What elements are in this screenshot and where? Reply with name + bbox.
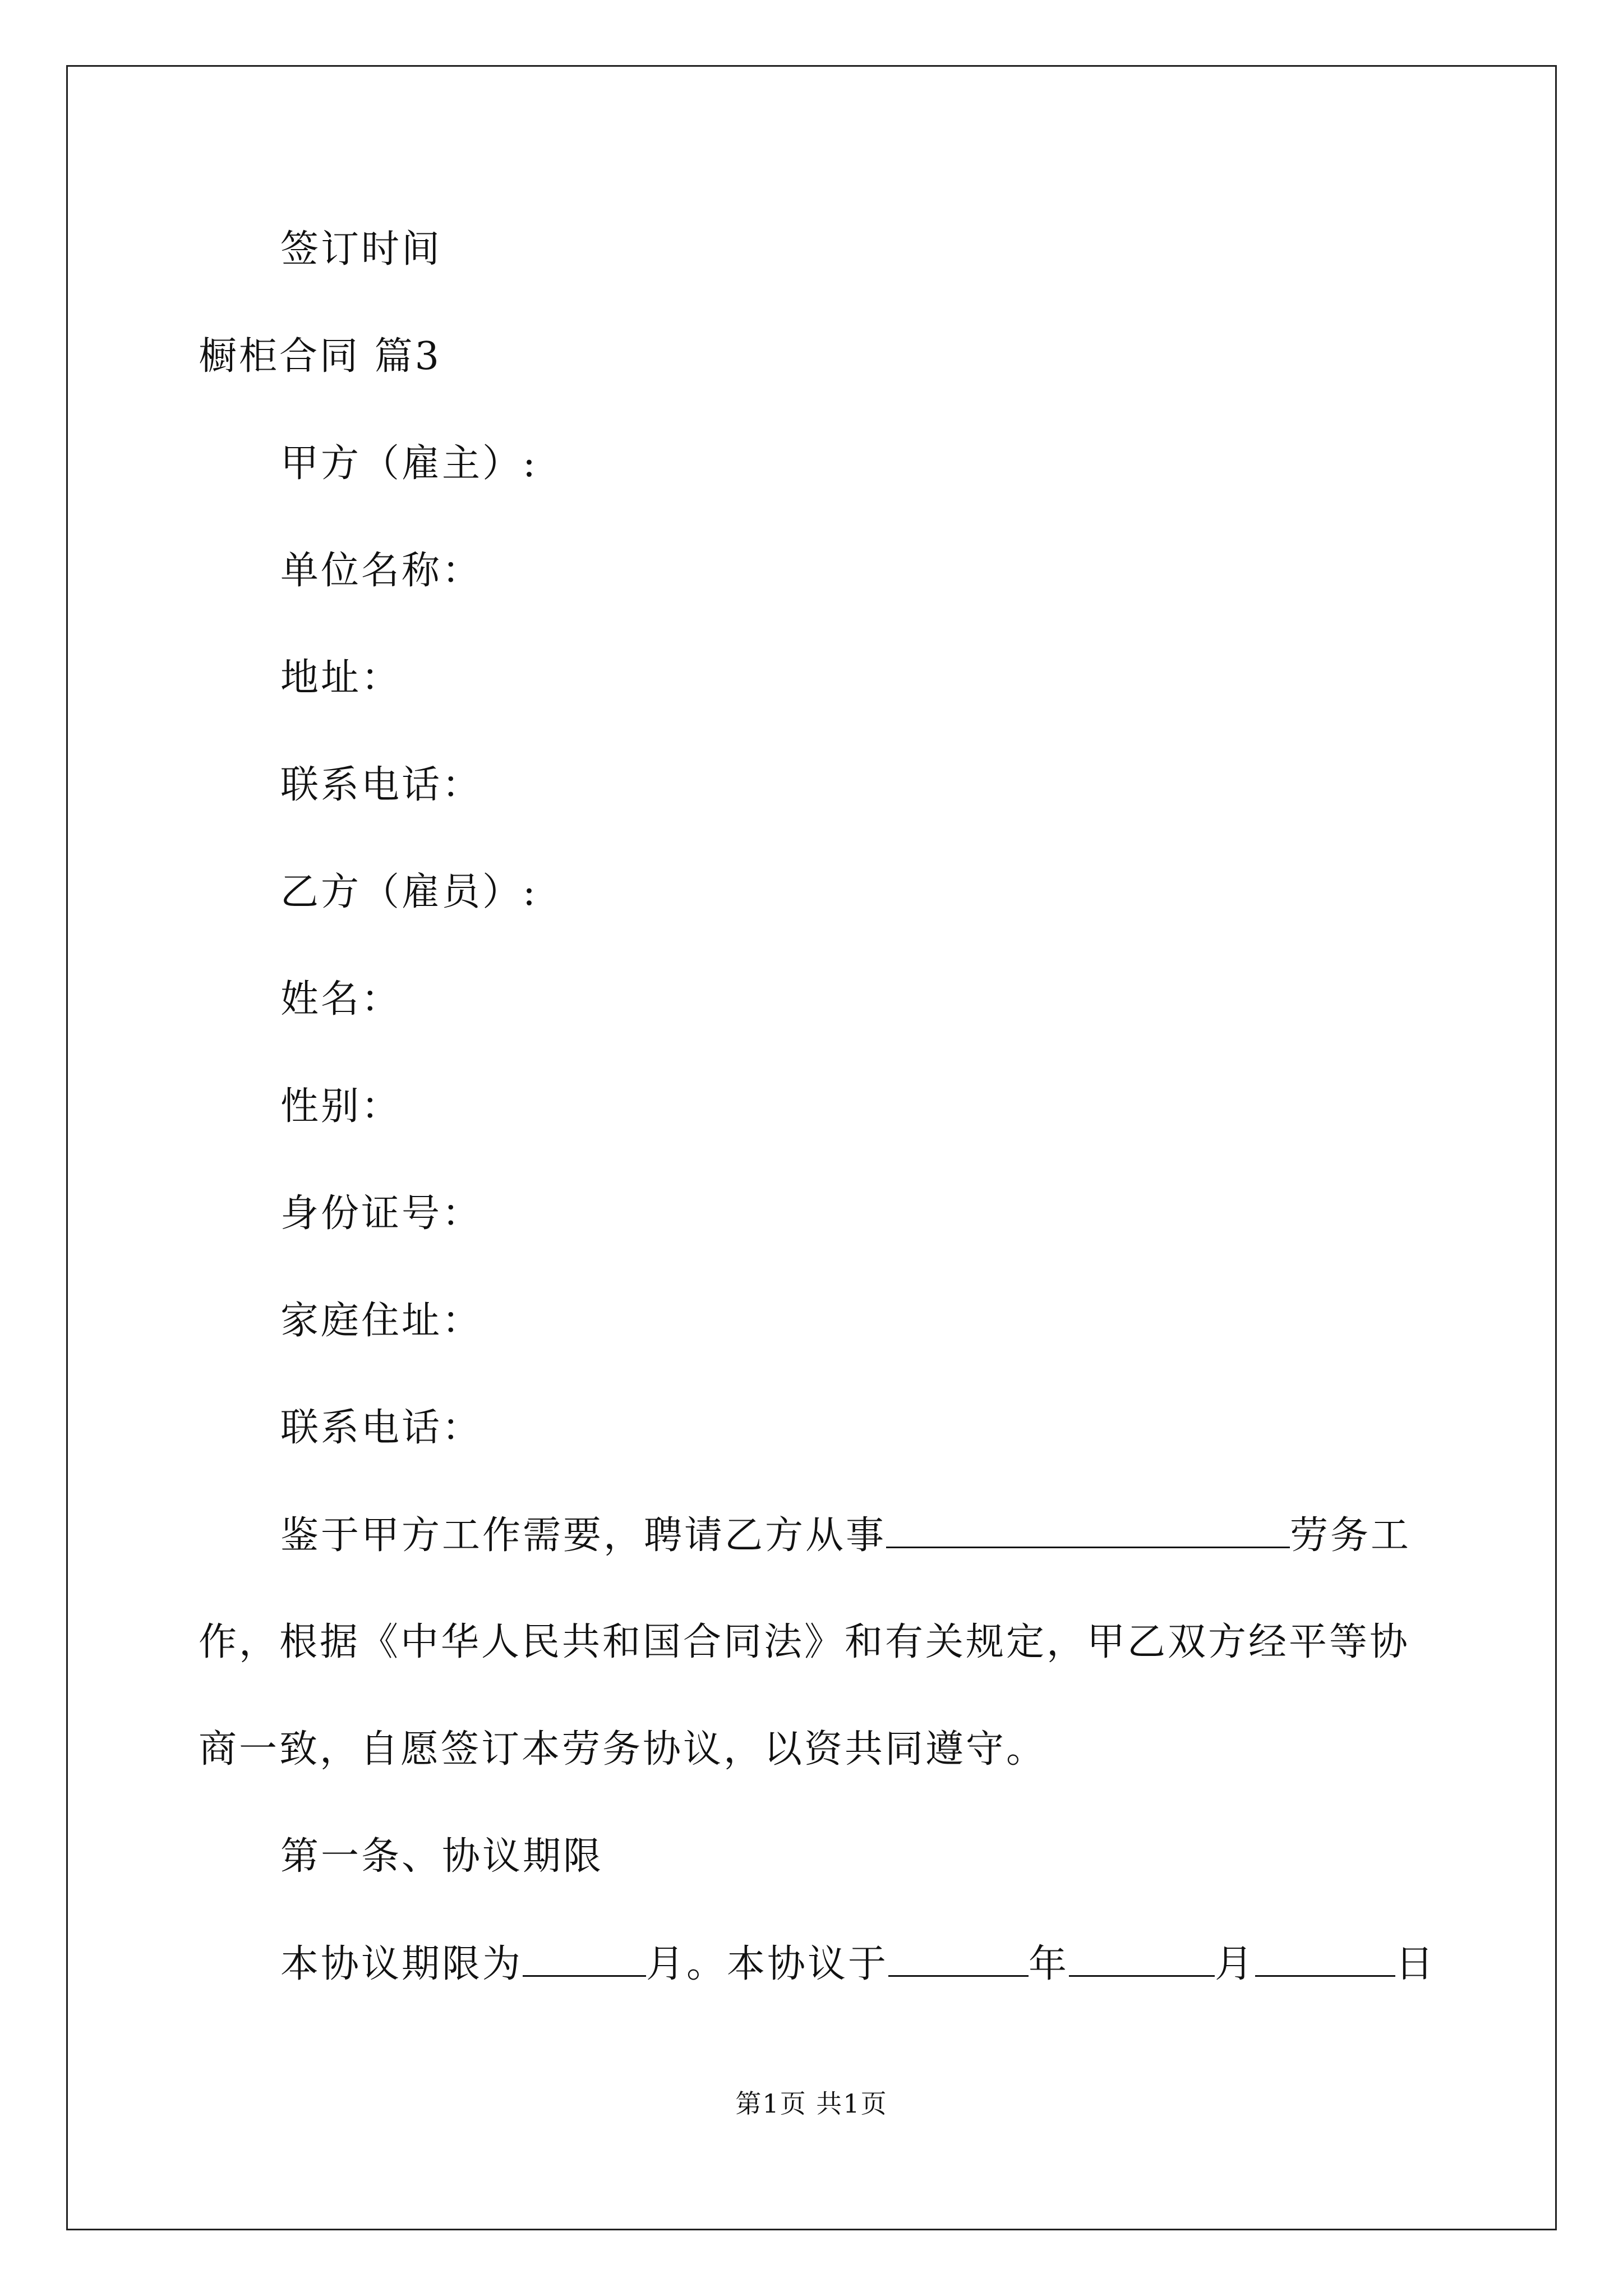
party-b-label: 乙方（雇员）: [280,870,538,914]
term-months-blank [523,1941,646,1977]
party-a-label: 甲方（雇主）: [280,441,538,486]
name-label: 姓名： [280,977,402,1022]
phone-a-label: 联系电话： [280,763,483,807]
preamble-text-1: 鉴于甲方工作需要，聘请乙方从事 [280,1513,887,1558]
article-1-text [280,1941,1436,1987]
unit-name-label: 单位名称： [280,549,483,593]
sign-time-label: 签订时间 [280,227,442,272]
term-text-2: 月。本协议于 [646,1942,889,1986]
term-text-5: 日 [1395,1942,1436,1986]
preamble-line-3: 商一致，自愿签订本劳务协议，以资共同遵守。 [199,1727,1047,1772]
term-text-1: 本协议期限为 [280,1942,523,1986]
gender-label: 性别： [280,1084,402,1129]
page-border [66,65,1557,2230]
month-blank [1069,1941,1215,1977]
page-footer: 第1页 共1页 [735,2088,888,2119]
day-blank [1255,1941,1395,1977]
id-number-label: 身份证号： [280,1191,483,1236]
article-1-title: 第一条、协议期限 [280,1834,604,1879]
address-label: 地址： [280,656,402,700]
preamble-text-2: 劳务工 [1290,1513,1412,1558]
phone-b-label: 联系电话： [280,1406,483,1450]
year-blank [888,1941,1029,1977]
section-heading: 橱柜合同 篇3 [199,334,441,379]
term-text-3: 年 [1029,1942,1069,1986]
preamble-line-2: 作，根据《中华人民共和国合同法》和有关规定，甲乙双方经平等协 [199,1620,1410,1664]
term-text-4: 月 [1215,1942,1256,1986]
service-blank [886,1513,1290,1548]
home-address-label: 家庭住址： [280,1299,483,1343]
preamble-line-1 [280,1513,1411,1558]
